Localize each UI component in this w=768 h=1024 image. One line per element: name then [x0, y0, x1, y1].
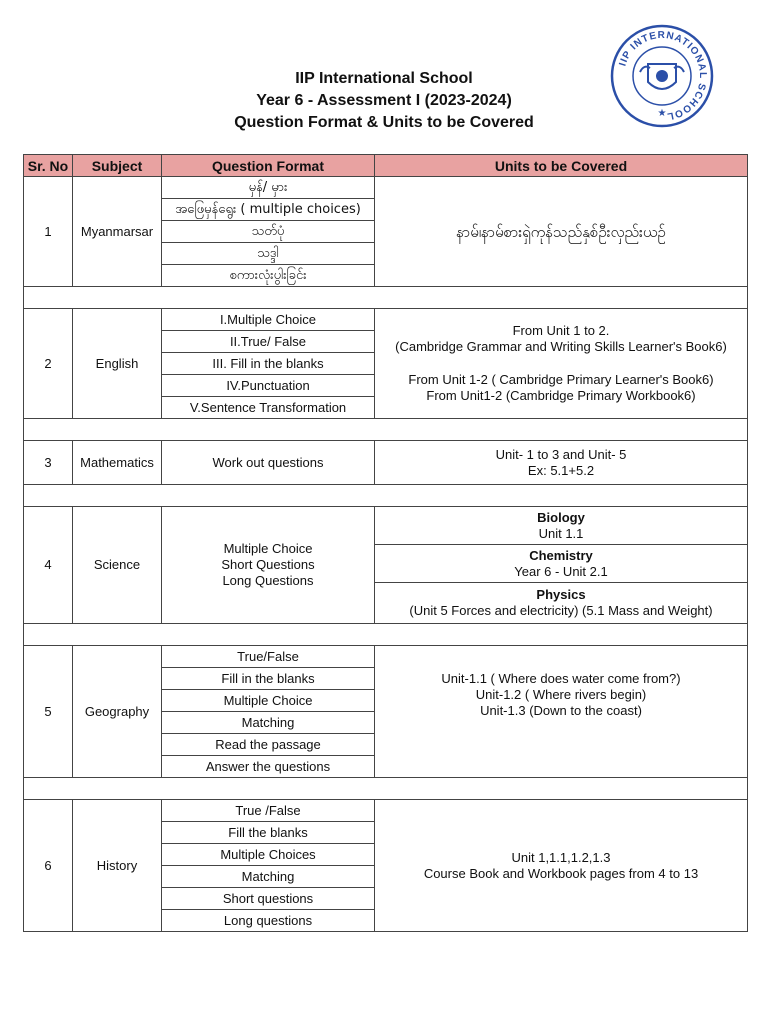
question-format: V.Sentence Transformation	[162, 397, 375, 419]
sr-no: 5	[24, 646, 73, 778]
unit-heading: Chemistry	[529, 547, 593, 563]
table-row	[24, 646, 748, 668]
spacer-row	[24, 624, 748, 646]
question-format: Matching	[162, 712, 375, 734]
question-format: Read the passage	[162, 734, 375, 756]
logo-ring-text: IIP INTERNATIONAL SCHOOL	[617, 29, 709, 122]
subject: English	[73, 309, 162, 419]
subject: Mathematics	[73, 441, 162, 485]
question-format: Answer the questions	[162, 756, 375, 778]
question-format: True/False	[162, 646, 375, 668]
crest-icon	[656, 70, 668, 82]
format-line: Multiple Choice	[223, 541, 313, 556]
sr-no: 1	[24, 177, 73, 287]
question-format: Multiple Choice	[162, 690, 375, 712]
format-line: Long Questions	[222, 573, 314, 588]
unit-text: Year 6 - Unit 2.1	[514, 563, 608, 579]
spacer-row	[24, 485, 748, 507]
units-line: From Unit1-2 (Cambridge Primary Workbook6)	[426, 388, 696, 403]
question-format: Fill in the blanks	[162, 668, 375, 690]
question-format	[162, 507, 375, 624]
subject: Myanmarsar	[73, 177, 162, 287]
assessment-title: Year 6 - Assessment I (2023-2024)	[256, 92, 512, 109]
assessment-table	[23, 154, 748, 932]
sr-no: 4	[24, 507, 73, 624]
unit-heading: Physics	[536, 587, 586, 602]
units-covered	[375, 800, 748, 932]
spacer-row	[24, 287, 748, 309]
header-sr-no: Sr. No	[24, 155, 73, 177]
question-format: I.Multiple Choice	[162, 309, 375, 331]
star-icon: ★	[657, 108, 667, 119]
units-line: (Cambridge Grammar and Writing Skills Learner's Book6)	[395, 339, 727, 354]
question-format: IV.Punctuation	[162, 375, 375, 397]
question-format: Work out questions	[162, 441, 375, 485]
spacer-row	[24, 778, 748, 800]
header-subject: Subject	[73, 155, 162, 177]
units-line: Unit- 1 to 3 and Unit- 5	[495, 446, 627, 462]
units-line: Ex: 5.1+5.2	[527, 462, 595, 478]
units-covered	[375, 646, 748, 778]
spacer-row	[24, 419, 748, 441]
units-line: Unit-1.1 ( Where does water come from?)	[441, 670, 681, 686]
table-row	[24, 309, 748, 331]
units-biology	[375, 507, 748, 545]
table-row	[24, 177, 748, 199]
question-format: သဒ္ဒါ	[162, 243, 375, 265]
units-line: Unit-1.3 (Down to the coast)	[480, 702, 642, 718]
units-line: From Unit 1 to 2.	[512, 323, 610, 338]
question-format: Multiple Choices	[162, 844, 375, 866]
table-row	[24, 800, 748, 822]
unit-text: Unit 1.1	[538, 525, 584, 541]
question-format: Long questions	[162, 910, 375, 932]
school-logo	[610, 24, 714, 128]
sr-no: 3	[24, 441, 73, 485]
units-covered	[375, 441, 748, 485]
unit-heading: Biology	[537, 509, 585, 525]
subject: Geography	[73, 646, 162, 778]
subject: Science	[73, 507, 162, 624]
header-question-format: Question Format	[162, 155, 375, 177]
school-name: IIP International School	[295, 70, 473, 87]
question-format: II.True/ False	[162, 331, 375, 353]
units-chemistry	[375, 545, 748, 583]
table-header-row	[24, 155, 748, 177]
format-line: Short Questions	[221, 557, 315, 572]
question-format: True /False	[162, 800, 375, 822]
document-subtitle: Question Format & Units to be Covered	[234, 114, 534, 131]
subject: History	[73, 800, 162, 932]
table-row	[24, 441, 748, 485]
unit-text: (Unit 5 Forces and electricity) (5.1 Mass and Weight)	[409, 603, 713, 618]
question-format: သတ်ပုံ	[162, 221, 375, 243]
units-covered: နာမ်၊နာမ်စားရှဲကုန်သည်နှစ်ဦးလှည်းယဉ်	[375, 177, 748, 287]
question-format: စကားလုံးပွါးခြင်း	[162, 265, 375, 287]
units-line: Unit 1,1.1,1.2,1.3	[511, 849, 611, 865]
units-physics	[375, 583, 748, 624]
table-row	[24, 507, 748, 545]
header-units: Units to be Covered	[375, 155, 748, 177]
question-format: Matching	[162, 866, 375, 888]
question-format: III. Fill in the blanks	[162, 353, 375, 375]
units-line: From Unit 1-2 ( Cambridge Primary Learner's Book6)	[408, 372, 714, 387]
question-format: မှန်/ မှား	[162, 177, 375, 199]
units-line: Unit-1.2 ( Where rivers begin)	[475, 686, 647, 702]
sr-no: 2	[24, 309, 73, 419]
question-format: Short questions	[162, 888, 375, 910]
question-format: Fill the blanks	[162, 822, 375, 844]
units-line: Course Book and Workbook pages from 4 to 13	[423, 865, 699, 881]
units-covered	[375, 309, 748, 419]
question-format: အဖြေမှန်ရွေး ( multiple choices)	[162, 199, 375, 221]
sr-no: 6	[24, 800, 73, 932]
